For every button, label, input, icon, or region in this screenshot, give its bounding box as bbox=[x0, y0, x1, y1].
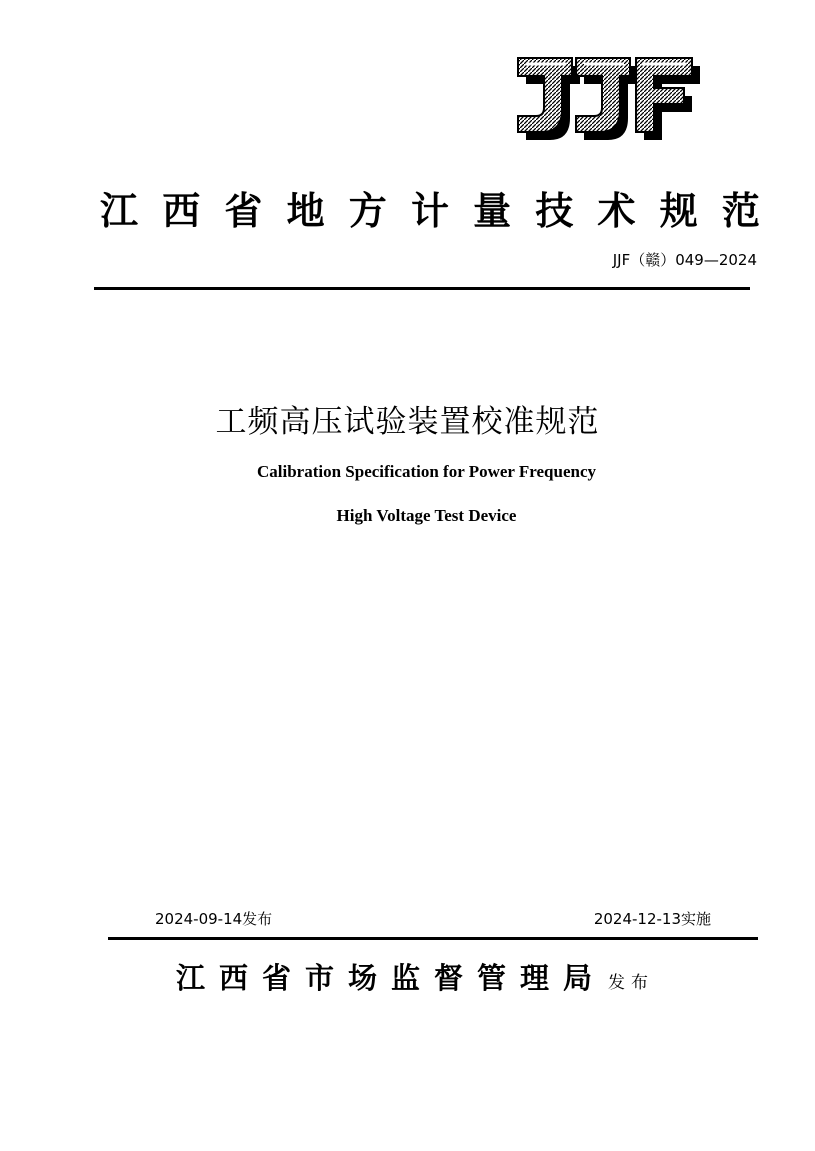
series-title bbox=[100, 182, 760, 232]
effective-date: 2024-12-13实施 bbox=[593, 910, 711, 928]
series-title-char: 技 bbox=[535, 187, 574, 233]
series-title-char: 计 bbox=[410, 187, 449, 233]
series-title-char: 江 bbox=[100, 187, 139, 233]
series-title-char: 方 bbox=[348, 187, 387, 233]
issue-date: 2024-09-14发布 bbox=[155, 910, 273, 928]
footer-divider bbox=[108, 937, 758, 940]
series-title-char: 规 bbox=[659, 187, 698, 233]
series-title-char: 地 bbox=[286, 187, 325, 233]
document-title-en-line2: High Voltage Test Device bbox=[336, 506, 517, 525]
issuer-suffix: 发布 bbox=[608, 973, 655, 993]
issuer bbox=[176, 956, 654, 996]
series-title-char: 术 bbox=[597, 187, 636, 233]
jjf-logo bbox=[516, 56, 700, 140]
document-title-cn: 工频高压试验装置校准规范 bbox=[215, 404, 600, 440]
issuer-name: 江西省市场监督管理局 bbox=[176, 961, 607, 995]
standard-code: JJF（赣）049—2024 bbox=[612, 251, 757, 269]
header-divider bbox=[94, 287, 750, 290]
series-title-char: 西 bbox=[162, 187, 201, 233]
document-title-en-line1: Calibration Specification for Power Frequency bbox=[256, 462, 597, 481]
series-title-char: 范 bbox=[721, 187, 760, 233]
series-title-char: 省 bbox=[224, 187, 263, 233]
series-title-char: 量 bbox=[473, 187, 512, 233]
